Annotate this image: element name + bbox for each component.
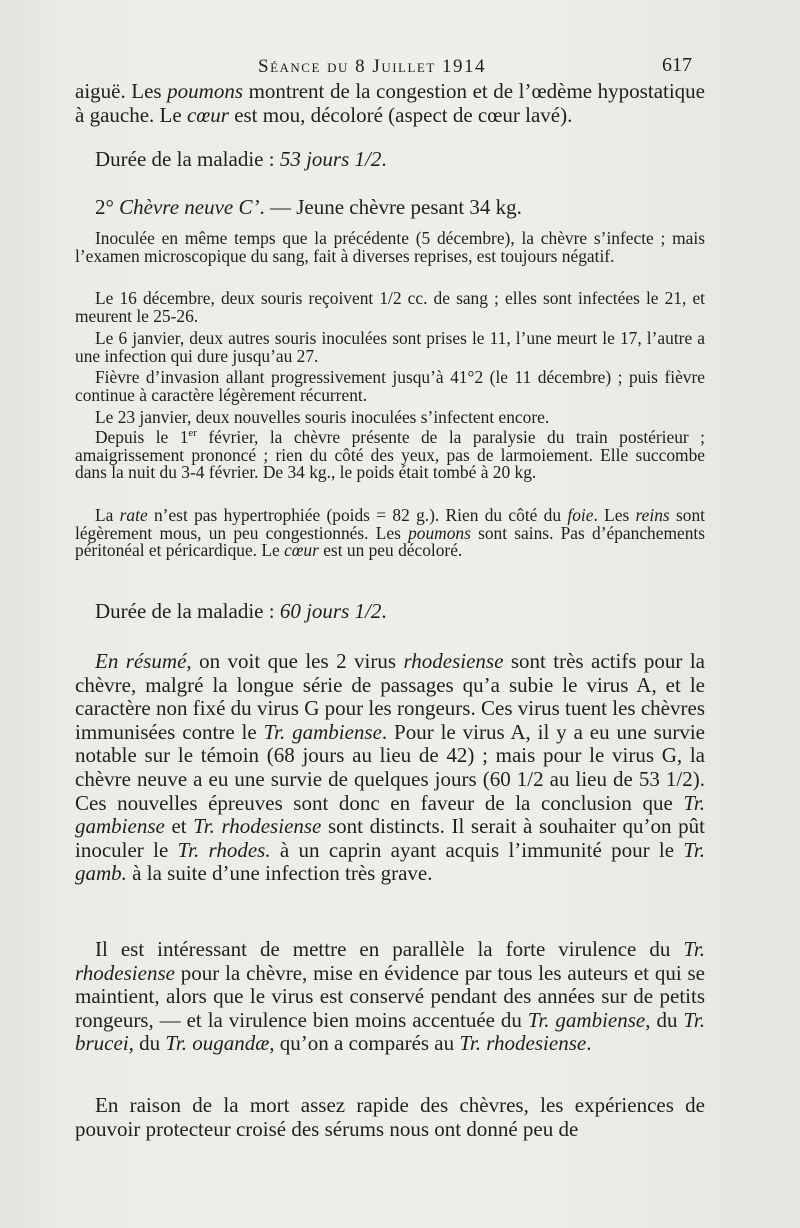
- text-run: février, la chèvre présente de la paralysie du train postérieur ; amaigrissement prononcé ; rien du côté des yeux, pas de larmoiement. Elle succombe dans la nuit du 3-4 février. De 34 kg., le poids était tombé à 20 kg.: [75, 427, 705, 483]
- text-run-italic: Tr. rhodesiense: [459, 1031, 587, 1056]
- note-january-23: Le 23 janvier, deux nouvelles souris inoculées s’infectent encore.: [95, 407, 550, 427]
- text-run: sont légèrement mous, un peu congestionnés. Les: [75, 505, 705, 543]
- text-run: Il est intéressant de mettre en parallèle la forte virulence du: [95, 937, 684, 961]
- paragraph-autopsy-findings: [75, 80, 705, 127]
- text-run: Durée de la maladie :: [95, 147, 280, 171]
- text-run: .: [381, 599, 387, 623]
- text-run-italic: Tr. rhodesiense: [193, 814, 322, 839]
- text-run: sont sains. Pas d’épanchements péritonéal et péricardique. Le: [75, 522, 705, 561]
- note-fever: Fièvre d’invasion allant progressivement jusqu’à 41°2 (le 11 décembre) ; puis fièvre continue à caractère légèrement récurrent.: [75, 367, 705, 405]
- text-run-italic: rhodesiense: [403, 649, 504, 673]
- text-run-italic: Tr. gambiense: [75, 790, 705, 839]
- text-run: est mou, décoloré (aspect de cœur lavé).: [228, 102, 573, 127]
- duration-line-2: [95, 600, 725, 624]
- text-run-italic: Tr. brucei,: [75, 1007, 706, 1056]
- text-run-italic: foie: [567, 505, 594, 525]
- text-run-italic: cœur: [284, 540, 319, 561]
- text-run: La: [95, 505, 120, 525]
- note-inoculation: Inoculée en même temps que la précédente (5 décembre), la chèvre s’infecte ; mais l’examen microscopique du sang, fait à diverses reprises, est toujours négatif.: [75, 228, 705, 266]
- paragraph-virulence: [75, 938, 705, 1056]
- text-run-italic: poumons: [167, 79, 244, 103]
- text-run: . — Jeune chèvre pesant 34 kg.: [259, 195, 522, 219]
- text-run: Durée de la maladie :: [95, 599, 280, 623]
- text-run-italic: Tr. gamb.: [75, 837, 705, 886]
- text-run: et: [164, 814, 194, 839]
- text-run-italic: poumons: [408, 522, 471, 543]
- page-number: 617: [662, 54, 692, 76]
- text-run-italic: Tr. rhodes.: [177, 837, 271, 862]
- text-run: . Pour le virus A, il y a eu une survie notable sur le témoin (68 jours au lieu de 42) ; mais pour le virus G, la chèvre neuve a eu une survie de quelques jours (60 1/2 au lieu de 53 1/2). Ces nouvelles épreuves sont donc en faveur de la conclusion que: [75, 719, 705, 815]
- text-run: sont très actifs pour la chèvre, malgré la longue série de passages qu’a subie le virus A, et le caractère non fixé du virus G pour les rongeurs. Ces virus tuent les chèvres immunisées contre le: [75, 649, 705, 744]
- note-february: [75, 429, 705, 482]
- text-run: est un peu décoloré.: [318, 540, 463, 561]
- text-run-italic: Tr. rhodesiense: [75, 937, 705, 985]
- text-run: aiguë. Les: [75, 79, 168, 103]
- text-run-italic: Chèvre neuve C’: [119, 195, 260, 219]
- text-run-italic: rate: [119, 505, 148, 525]
- text-run: on voit que les 2 virus: [191, 649, 404, 673]
- running-head: Séance du 8 Juillet 1914: [258, 56, 487, 77]
- text-run-italic: 53 jours 1/2: [279, 147, 382, 171]
- text-run-italic: Tr. gambiense: [263, 719, 382, 744]
- note-december-16: Le 16 décembre, deux souris reçoivent 1/2 cc. de sang ; elles sont infectées le 21, et meurent le 25-26.: [75, 288, 705, 326]
- superscript: er: [188, 427, 197, 440]
- text-run: .: [381, 147, 387, 171]
- text-run: . Les: [593, 505, 636, 525]
- text-run: montrent de la congestion et de l’œdème hypostatique à gauche. Le: [75, 79, 706, 127]
- text-run-italic: 60 jours 1/2: [279, 599, 382, 623]
- text-run: .: [586, 1031, 592, 1056]
- duration-line-1: [95, 148, 725, 172]
- text-run: qu’on a comparés au: [274, 1031, 460, 1056]
- text-run-italic: cœur: [186, 102, 229, 127]
- text-run: du: [650, 1007, 684, 1032]
- text-run: à la suite d’une infection très grave.: [126, 861, 433, 886]
- text-run: sont distincts. Il serait à souhaiter qu’on pût inoculer le: [75, 814, 705, 862]
- page-header: [0, 52, 800, 82]
- section-heading-goat-c: [95, 196, 725, 220]
- paragraph-summary: [75, 650, 705, 886]
- paragraph-serum-experiments: En raison de la mort assez rapide des chèvres, les expériences de pouvoir protecteur croisé des sérums nous ont donné peu de: [75, 1093, 705, 1141]
- text-run-italic: Tr. ougandæ,: [165, 1031, 275, 1056]
- note-january-6: Le 6 janvier, deux autres souris inoculées sont prises le 11, l’une meurt le 17, l’autre a une infection qui dure jusqu’au 27.: [75, 328, 705, 366]
- text-run-italic: En résumé,: [95, 649, 192, 673]
- text-run: n’est pas hypertrophiée (poids = 82 g.). Rien du côté du: [147, 505, 568, 525]
- text-run: 2°: [95, 195, 120, 219]
- text-run: du: [133, 1031, 166, 1056]
- text-run: Depuis le 1: [95, 427, 189, 447]
- text-run-italic: Tr. gambiense,: [527, 1007, 651, 1032]
- text-run: pour la chèvre, mise en évidence par tous les auteurs et qui se maintient, alors que le virus est conservé pendant des années sur de petits rongeurs, — et la virulence bien moins accentuée du: [75, 960, 705, 1032]
- text-run: à un caprin ayant acquis l’immunité pour le: [270, 837, 684, 862]
- note-organs: [75, 507, 705, 560]
- text-run-italic: reins: [635, 505, 670, 525]
